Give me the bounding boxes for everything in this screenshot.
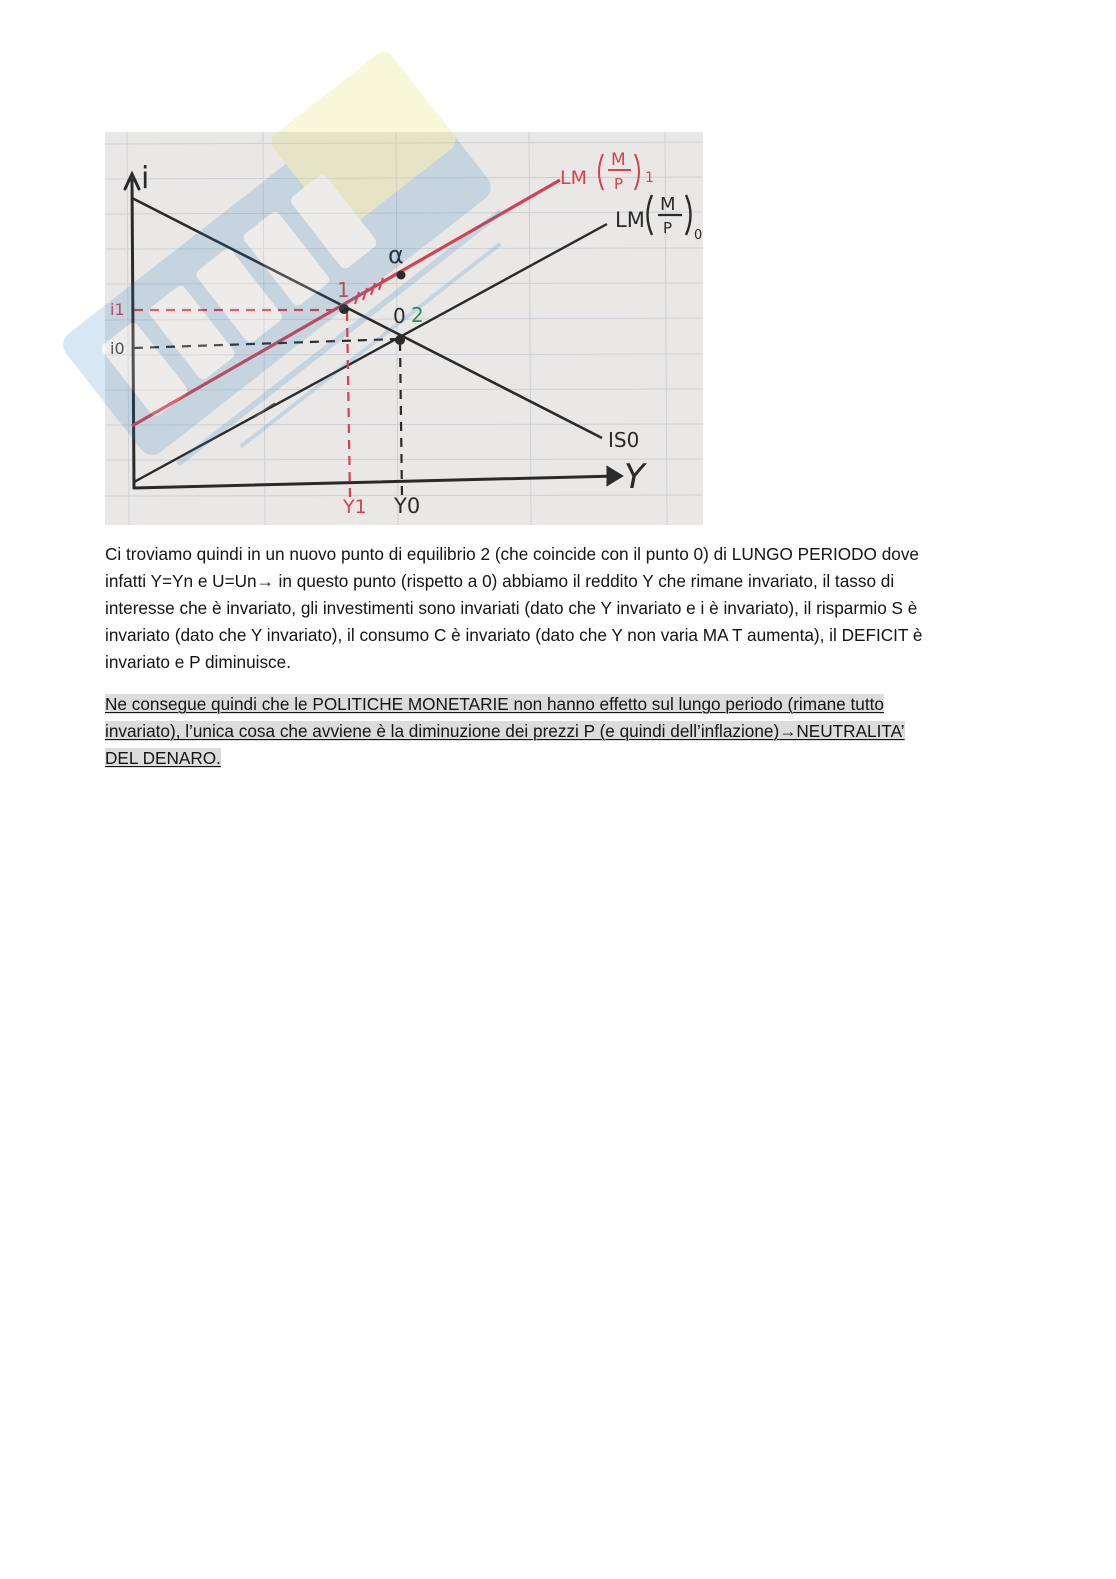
lm0-denominator: P bbox=[663, 219, 673, 237]
point-alpha-dot bbox=[397, 271, 406, 280]
text-line: interesse che è invariato, gli investimenti sono invariati (dato che Y invariato e i è invariato), il risparmio S è bbox=[105, 598, 918, 618]
i1-label: i1 bbox=[110, 300, 125, 319]
y-axis-label: Y bbox=[624, 457, 645, 497]
text-line: invariato e P diminuisce. bbox=[105, 652, 291, 672]
is-lm-graph bbox=[105, 132, 703, 525]
paragraph-conclusion bbox=[105, 691, 1005, 772]
lm0-numerator: M bbox=[660, 194, 676, 215]
point-1-label: 1 bbox=[337, 278, 350, 302]
is-label: IS0 bbox=[608, 428, 640, 452]
point-0-label: 0 bbox=[393, 304, 406, 328]
highlighted-text: invariato), l’unica cosa che avviene è la diminuzione dei prezzi P (e quindi dell’inflazione)→NEUTRALITA’ bbox=[105, 721, 905, 741]
alpha-label: α bbox=[388, 241, 404, 269]
text-line: infatti Y=Yn e U=Un→ in questo punto (rispetto a 0) abbiamo il reddito Y che rimane invariato, il tasso di bbox=[105, 571, 895, 591]
point-2-label: 2 bbox=[411, 303, 424, 327]
lm1-label: LM bbox=[560, 167, 587, 189]
lm0-label: LM bbox=[615, 208, 645, 232]
y0-label: Y0 bbox=[394, 494, 421, 518]
highlighted-line bbox=[105, 745, 1005, 772]
point-1-dot bbox=[339, 304, 349, 314]
i-axis bbox=[132, 180, 134, 488]
lm0-subscript: 0 bbox=[694, 228, 703, 243]
paragraph-equilibrium bbox=[105, 541, 1005, 676]
lm1-subscript: 1 bbox=[645, 170, 654, 186]
lm1-denominator: P bbox=[614, 175, 624, 193]
point-0-dot bbox=[395, 335, 405, 345]
highlighted-text: Ne consegue quindi che le POLITICHE MONETARIE non hanno effetto sul lungo periodo (rimane tutto bbox=[105, 694, 884, 714]
lm1-numerator: M bbox=[611, 150, 626, 170]
i0-label: i0 bbox=[110, 339, 125, 358]
i-axis-label: i bbox=[141, 161, 150, 196]
highlighted-line bbox=[105, 718, 1005, 745]
highlighted-text: DEL DENARO. bbox=[105, 748, 221, 768]
text-line: invariato (dato che Y invariato), il consumo C è invariato (dato che Y non varia MA T aumenta), il DEFICIT è bbox=[105, 625, 923, 645]
y1-label: Y1 bbox=[343, 496, 367, 518]
highlighted-line bbox=[105, 691, 1005, 718]
text-line: Ci troviamo quindi in un nuovo punto di equilibrio 2 (che coincide con il punto 0) di LUNGO PERIODO dove bbox=[105, 544, 919, 564]
graph-photo bbox=[105, 132, 703, 525]
